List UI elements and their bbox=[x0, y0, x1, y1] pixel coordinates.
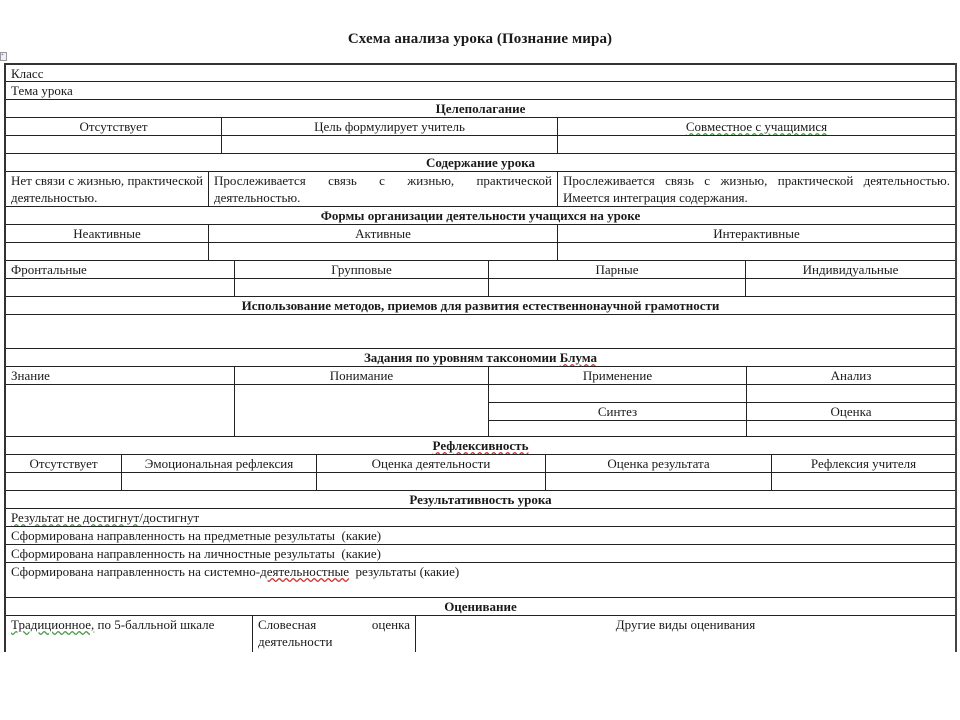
reflection-emotional-input[interactable] bbox=[121, 473, 316, 490]
work-frontal-input[interactable] bbox=[6, 279, 234, 296]
reflection-absent-input[interactable] bbox=[6, 473, 121, 490]
effectiveness-personal-results[interactable]: Сформирована направленность на личностные результаты (какие) bbox=[11, 546, 381, 561]
methods-input-row bbox=[6, 314, 955, 348]
form-interactive-input[interactable] bbox=[557, 243, 955, 260]
reflection-teacher: Рефлексия учителя bbox=[771, 455, 955, 472]
reflection-activity-input[interactable] bbox=[316, 473, 545, 490]
bloom-understanding-label: Понимание bbox=[235, 367, 488, 385]
effectiveness-achieved[interactable]: Результат не достигнут/достигнут bbox=[11, 510, 200, 525]
work-pair-input[interactable] bbox=[488, 279, 745, 296]
bloom-knowledge-label: Знание bbox=[6, 367, 234, 385]
bloom-header-row bbox=[6, 348, 955, 366]
bloom-analysis-label: Анализ bbox=[830, 368, 872, 383]
bloom-evaluation-input[interactable] bbox=[747, 421, 955, 436]
class-label: Класс bbox=[11, 66, 44, 81]
goal-absent-input[interactable] bbox=[6, 136, 221, 153]
goal-setting-header-row bbox=[6, 99, 955, 117]
effectiveness-header: Результативность урока bbox=[409, 492, 552, 507]
goal-option-joint: Совместное с учащимися bbox=[557, 118, 955, 135]
bloom-header: Задания по уровням таксономии Блума bbox=[363, 350, 598, 365]
content-option-link: Прослеживается связь с жизнью, практической деятельностью. bbox=[208, 172, 557, 206]
reflection-teacher-input[interactable] bbox=[771, 473, 955, 490]
bloom-understanding-input[interactable] bbox=[235, 385, 488, 436]
work-form-frontal: Фронтальные bbox=[11, 262, 87, 277]
work-form-group: Групповые bbox=[234, 261, 488, 278]
work-form-individual: Индивидуальные bbox=[745, 261, 955, 278]
goal-joint-input[interactable] bbox=[557, 136, 955, 153]
effectiveness-subject-results[interactable]: Сформирована направленность на предметные результаты (какие) bbox=[11, 528, 382, 543]
content-option-integration: Прослеживается связь с жизнью, практической деятельностью. Имеется интеграция содержания. bbox=[557, 172, 955, 206]
topic-label: Тема урока bbox=[11, 83, 73, 98]
goal-setting-header: Целеполагание bbox=[435, 101, 526, 116]
work-group-input[interactable] bbox=[234, 279, 488, 296]
reflection-absent: Отсутствует bbox=[29, 456, 98, 471]
bloom-knowledge-column bbox=[6, 367, 234, 436]
form-inactive-input[interactable] bbox=[6, 243, 208, 260]
goal-setting-options-row bbox=[6, 117, 955, 135]
effectiveness-row-achieved bbox=[6, 508, 955, 526]
topic-row bbox=[6, 81, 955, 99]
form-active-input[interactable] bbox=[208, 243, 557, 260]
reflection-types-row bbox=[6, 454, 955, 472]
form-inactive: Неактивные bbox=[73, 226, 141, 241]
assessment-header-row bbox=[6, 597, 955, 615]
reflection-header-row bbox=[6, 436, 955, 454]
reflection-input-row bbox=[6, 472, 955, 490]
bloom-knowledge-input[interactable] bbox=[6, 385, 234, 436]
methods-header-row bbox=[6, 296, 955, 314]
assessment-verbal: Словесная оценка деятельности bbox=[252, 616, 415, 652]
reflection-emotional: Эмоциональная рефлексия bbox=[121, 455, 316, 472]
bloom-analysis-input[interactable] bbox=[747, 385, 955, 402]
work-forms-row bbox=[6, 260, 955, 278]
document-title: Схема анализа урока (Познание мира) bbox=[347, 31, 613, 47]
bloom-synthesis-label: Синтез bbox=[489, 403, 747, 420]
goal-teacher-input[interactable] bbox=[221, 136, 557, 153]
forms-header-row bbox=[6, 206, 955, 224]
forms-header: Формы организации деятельности учащихся на уроке bbox=[320, 208, 641, 223]
reflection-result-evaluation: Оценка результата bbox=[545, 455, 771, 472]
assessment-other: Другие виды оценивания bbox=[415, 616, 955, 652]
bloom-higher-levels bbox=[488, 367, 955, 436]
bloom-levels-block bbox=[6, 366, 955, 436]
content-option-no-link: Нет связи с жизнью, практической деятельностью. bbox=[11, 173, 203, 205]
reflection-activity-evaluation: Оценка деятельности bbox=[316, 455, 545, 472]
table-move-handle-icon[interactable]: + bbox=[0, 52, 7, 61]
methods-header: Использование методов, приемов для развития естественнонаучной грамотности bbox=[241, 298, 720, 313]
content-header-row bbox=[6, 153, 955, 171]
bloom-understanding-column bbox=[234, 367, 488, 436]
effectiveness-header-row bbox=[6, 490, 955, 508]
goal-option-absent: Отсутствует bbox=[79, 119, 148, 134]
form-active: Активные bbox=[208, 225, 557, 242]
bloom-application-input[interactable] bbox=[489, 385, 747, 402]
work-individual-input[interactable] bbox=[745, 279, 955, 296]
forms-types-input-row bbox=[6, 242, 955, 260]
effectiveness-row-subject bbox=[6, 526, 955, 544]
methods-input[interactable] bbox=[6, 315, 955, 348]
effectiveness-row-personal bbox=[6, 544, 955, 562]
assessment-header: Оценивание bbox=[444, 599, 517, 614]
bloom-synthesis-input[interactable] bbox=[489, 421, 747, 436]
class-row bbox=[6, 63, 955, 81]
effectiveness-row-systemic bbox=[6, 562, 955, 597]
work-forms-input-row bbox=[6, 278, 955, 296]
work-form-pair: Парные bbox=[488, 261, 745, 278]
bloom-application-label: Применение bbox=[489, 367, 747, 384]
assessment-types-row bbox=[6, 615, 955, 652]
assessment-traditional: Традиционное, по 5-балльной шкале bbox=[11, 617, 215, 632]
content-options-row bbox=[6, 171, 955, 206]
forms-types-row bbox=[6, 224, 955, 242]
goal-setting-input-row bbox=[6, 135, 955, 153]
effectiveness-systemic-results[interactable]: Сформирована направленность на системно-деятельностные результаты (какие) bbox=[11, 564, 460, 579]
reflection-header: Рефлексивность bbox=[432, 438, 529, 453]
goal-option-teacher: Цель формулирует учитель bbox=[221, 118, 557, 135]
form-interactive: Интерактивные bbox=[557, 225, 955, 242]
reflection-result-input[interactable] bbox=[545, 473, 771, 490]
bloom-evaluation-label: Оценка bbox=[830, 404, 872, 419]
content-header: Содержание урока bbox=[425, 155, 536, 170]
lesson-analysis-table bbox=[4, 63, 957, 652]
